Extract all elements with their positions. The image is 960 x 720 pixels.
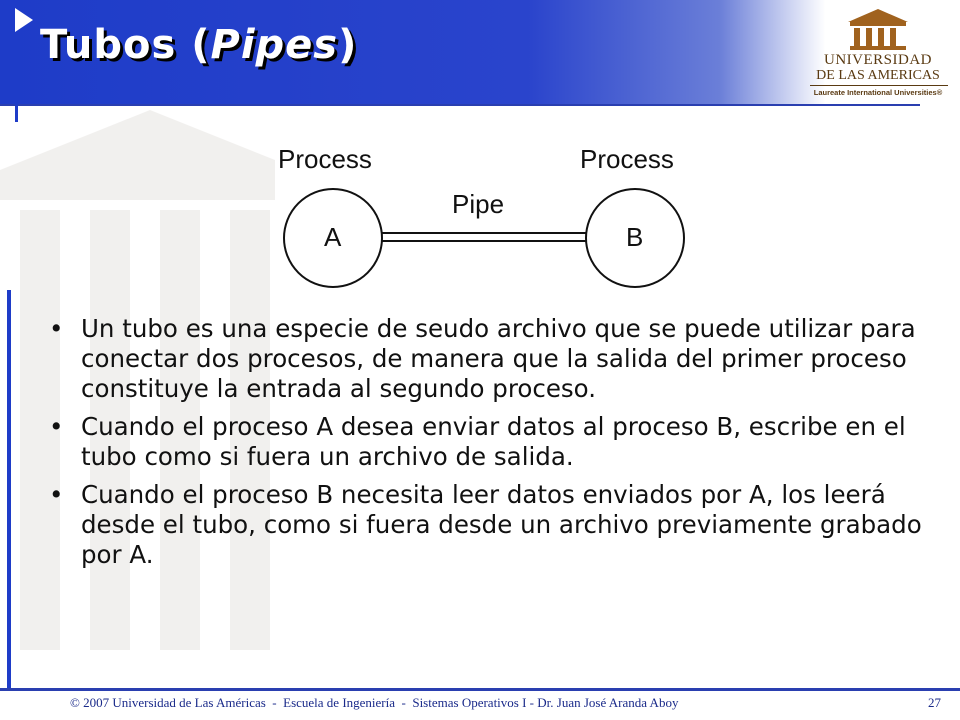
process-b-label: Process: [580, 144, 674, 174]
process-a-label: Process: [278, 144, 372, 174]
slide-title: Tubos (Pipes): [40, 22, 358, 68]
bullet-list: [45, 314, 925, 578]
left-accent-bar: [7, 290, 11, 690]
university-logo: [806, 6, 950, 102]
left-accent-bar-top: [15, 32, 18, 122]
logo-line-2: DE LAS AMERICAS: [816, 68, 940, 83]
triangle-bullet-icon: [15, 8, 33, 32]
logo-divider: [810, 85, 948, 86]
logo-line-1: UNIVERSIDAD: [824, 52, 932, 68]
footer-divider: [0, 688, 960, 691]
page-number: 27: [928, 695, 941, 710]
bullet-item: • Un tubo es una especie de seudo archivo que se puede utilizar para conectar dos procesos, de manera que la salida del primer proceso constituye la entrada al segundo proceso.: [49, 314, 916, 403]
slide-footer: [0, 693, 960, 715]
bullet-dot-icon: •: [49, 480, 64, 509]
footer-copyright: © 2007 Universidad de Las Américas - Escuela de Ingeniería - Sistemas Operativos I - Dr. Juan José Aranda Aboy: [70, 695, 679, 710]
bullet-dot-icon: •: [49, 314, 64, 343]
bullet-item: • Cuando el proceso A desea enviar datos al proceso B, escribe en el tubo como si fuera un archivo de salida.: [49, 412, 906, 471]
node-b-label: B: [626, 222, 644, 252]
pipe-diagram: [275, 140, 705, 295]
node-a-label: A: [324, 222, 342, 252]
bullet-item: • Cuando el proceso B necesita leer datos enviados por A, los leerá desde el tubo, como si fuera desde un archivo previamente grabado por A.: [49, 480, 922, 569]
pipe-label: Pipe: [452, 189, 505, 219]
building-logo-icon: [806, 6, 950, 54]
bullet-dot-icon: •: [49, 412, 64, 441]
header-divider: [0, 104, 920, 106]
logo-line-3: Laureate International Universities®: [813, 88, 943, 97]
